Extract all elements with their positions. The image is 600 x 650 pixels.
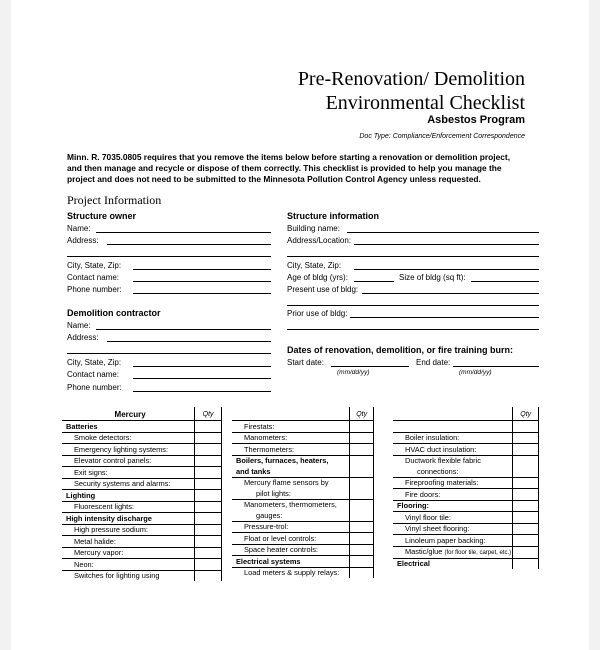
contractor-address-label: Address: <box>67 333 99 342</box>
owner-address-label: Address: <box>67 236 99 245</box>
qty-cell[interactable] <box>513 455 539 466</box>
qty-header: Qty <box>195 407 222 421</box>
owner-phone-label: Phone number: <box>67 285 122 294</box>
building-field[interactable] <box>347 232 539 233</box>
end-date-field[interactable] <box>453 366 539 367</box>
table-row: Mercury flame sensors by <box>244 478 329 487</box>
owner-city-field[interactable] <box>133 269 271 270</box>
mercury-header: Mercury <box>62 407 195 421</box>
location-label: Address/Location: <box>287 236 352 245</box>
table-row: Vinyl sheet flooring: <box>393 523 513 535</box>
qty-cell[interactable] <box>195 524 222 536</box>
table-row: pilot lights: <box>232 488 350 499</box>
owner-city-label: City, State, Zip: <box>67 261 122 270</box>
qty-cell[interactable] <box>513 421 539 433</box>
contractor-address-field[interactable] <box>107 341 271 342</box>
qty-cell[interactable] <box>195 490 222 502</box>
qty-cell[interactable] <box>195 547 222 559</box>
contractor-city-field[interactable] <box>133 366 271 367</box>
table-row: Pressure-trol: <box>232 521 350 533</box>
contractor-name-label: Name: <box>67 321 91 330</box>
contractor-name-field[interactable] <box>96 329 271 330</box>
owner-phone-field[interactable] <box>133 293 271 294</box>
qty-cell[interactable] <box>350 466 374 477</box>
owner-address-field-2[interactable] <box>67 256 271 257</box>
table-row: Boiler insulation: <box>393 432 513 444</box>
qty-cell[interactable] <box>513 546 539 558</box>
end-date-label: End date: <box>416 358 451 367</box>
qty-cell[interactable] <box>195 513 222 525</box>
qty-cell[interactable] <box>350 477 374 488</box>
owner-contact-field[interactable] <box>133 281 271 282</box>
structure-heading: Structure information <box>287 211 380 221</box>
table-row: Electrical <box>397 559 430 568</box>
qty-cell[interactable] <box>513 523 539 535</box>
qty-cell[interactable] <box>513 466 539 477</box>
table-row: Lighting <box>62 490 195 502</box>
present-use-field-2[interactable] <box>287 305 539 306</box>
table-row: Mastic/glue (for floor tile, carpet, etc.) <box>393 546 513 558</box>
table-row: Metal halide: <box>62 536 195 548</box>
qty-cell[interactable] <box>350 455 374 466</box>
qty-header: Qty <box>513 407 539 421</box>
table-row: Linoleum paper backing: <box>393 535 513 547</box>
owner-name-field[interactable] <box>96 232 271 233</box>
contractor-contact-field[interactable] <box>133 378 271 379</box>
present-use-label: Present use of bldg: <box>287 285 359 294</box>
qty-cell[interactable] <box>513 432 539 444</box>
table-row: Fluorescent lights: <box>62 501 195 513</box>
age-field[interactable] <box>354 281 394 282</box>
table-row: Security systems and alarms: <box>62 478 195 490</box>
owner-contact-label: Contact name: <box>67 273 120 282</box>
qty-cell[interactable] <box>350 510 374 521</box>
table-row: Thermometers: <box>232 444 350 456</box>
blank-header <box>393 407 513 421</box>
qty-cell[interactable] <box>350 544 374 556</box>
qty-cell[interactable] <box>350 533 374 545</box>
section-heading: Project Information <box>67 193 162 207</box>
qty-cell[interactable] <box>195 444 222 456</box>
contractor-phone-label: Phone number: <box>67 383 122 392</box>
prior-use-label: Prior use of bldg: <box>287 309 348 318</box>
present-use-field[interactable] <box>362 293 539 294</box>
intro-paragraph: Minn. R. 7035.0805 requires that you remove the items below before starting a renovation or demolition project, and then manage and recycle or dispose of them correctly. This checklist is provided to help you manage the project and does not need to be submitted to the Minnesota Pollution Control Agency unless requested. <box>67 152 511 184</box>
qty-cell[interactable] <box>513 512 539 524</box>
dates-heading: Dates of renovation, demolition, or fire training burn: <box>287 345 514 355</box>
mastic-note: (for floor tile, carpet, etc.) <box>444 549 512 556</box>
building-label: Building name: <box>287 224 340 233</box>
table-row: Manometers: <box>232 432 350 444</box>
table-row: Fire doors: <box>393 489 513 501</box>
qty-cell[interactable] <box>513 558 539 569</box>
table-row: High pressure sodium: <box>62 524 195 536</box>
prior-use-field-2[interactable] <box>287 329 539 330</box>
qty-cell[interactable] <box>195 421 222 433</box>
blank-header <box>232 407 350 421</box>
table-row: Firestats: <box>232 421 350 433</box>
table-row: Switches for lighting using <box>74 571 160 580</box>
location-field[interactable] <box>354 244 539 245</box>
table-row: Exit signs: <box>62 467 195 479</box>
end-date-format: (mm/dd/yy) <box>459 369 492 376</box>
table-row <box>393 421 513 433</box>
table-row: and tanks <box>232 466 350 477</box>
owner-name-label: Name: <box>67 224 91 233</box>
table-row: Electrical systems <box>232 556 350 568</box>
qty-cell[interactable] <box>350 521 374 533</box>
title-line-2: Environmental Checklist <box>325 92 525 114</box>
table-row: Emergency lighting systems: <box>62 444 195 456</box>
qty-cell[interactable] <box>350 432 374 444</box>
owner-address-field[interactable] <box>107 244 271 245</box>
qty-cell[interactable] <box>350 556 374 568</box>
mercury-table-2 <box>232 407 374 578</box>
qty-cell[interactable] <box>350 567 374 578</box>
table-row: High intensity discharge <box>62 513 195 525</box>
table-row: Flooring: <box>393 500 513 512</box>
mercury-table <box>62 407 222 581</box>
prior-use-field[interactable] <box>350 317 539 318</box>
start-date-label: Start date: <box>287 358 324 367</box>
table-row: Float or level controls: <box>232 533 350 545</box>
table-row: Mercury vapor: <box>62 547 195 559</box>
age-label: Age of bldg (yrs): <box>287 273 348 282</box>
table-row: HVAC duct insulation: <box>393 444 513 456</box>
qty-cell[interactable] <box>195 501 222 513</box>
qty-cell[interactable] <box>513 535 539 547</box>
size-label: Size of bldg (sq ft): <box>399 273 466 282</box>
qty-cell[interactable] <box>195 432 222 444</box>
document-page <box>11 0 589 650</box>
qty-cell[interactable] <box>195 467 222 479</box>
start-date-field[interactable] <box>331 366 409 367</box>
qty-cell[interactable] <box>195 536 222 548</box>
structure-city-field[interactable] <box>354 269 539 270</box>
qty-cell[interactable] <box>350 488 374 499</box>
contractor-heading: Demolition contractor <box>67 308 161 318</box>
size-field[interactable] <box>471 281 539 282</box>
table-row: Neon: <box>62 559 195 571</box>
qty-cell[interactable] <box>195 570 222 581</box>
table-row: Space heater controls: <box>232 544 350 556</box>
subtitle: Asbestos Program <box>427 114 525 126</box>
table-row: Load meters & supply relays: <box>244 568 340 577</box>
qty-cell[interactable] <box>513 489 539 501</box>
structure-city-label: City, State, Zip: <box>287 261 342 270</box>
table-row: Elevator control panels: <box>62 455 195 467</box>
qty-cell[interactable] <box>350 499 374 510</box>
doc-type: Doc Type: Compliance/Enforcement Correspondence <box>359 133 525 140</box>
location-field-2[interactable] <box>287 256 539 257</box>
table-row: Fireproofing materials: <box>393 477 513 489</box>
table-row: Batteries <box>62 421 195 433</box>
table-row: Vinyl floor tile: <box>393 512 513 524</box>
owner-heading: Structure owner <box>67 211 137 221</box>
qty-cell[interactable] <box>513 444 539 456</box>
title-line-1: Pre-Renovation/ Demolition <box>297 68 525 90</box>
table-row: Ductwork flexible fabric <box>405 456 481 465</box>
asbestos-table <box>393 407 539 569</box>
qty-cell[interactable] <box>513 477 539 489</box>
table-row: Manometers, thermometers, <box>244 500 337 509</box>
qty-cell[interactable] <box>350 444 374 456</box>
qty-cell[interactable] <box>195 455 222 467</box>
qty-header: Qty <box>350 407 374 421</box>
contractor-city-label: City, State, Zip: <box>67 358 122 367</box>
start-date-format: (mm/dd/yy) <box>337 369 370 376</box>
table-row: gauges: <box>232 510 350 521</box>
qty-cell[interactable] <box>195 559 222 571</box>
contractor-address-field-2[interactable] <box>67 353 271 354</box>
qty-cell[interactable] <box>513 500 539 512</box>
qty-cell[interactable] <box>195 478 222 490</box>
table-row: Smoke detectors: <box>62 432 195 444</box>
table-row: connections: <box>393 466 513 477</box>
qty-cell[interactable] <box>350 421 374 433</box>
contractor-contact-label: Contact name: <box>67 370 120 379</box>
contractor-phone-field[interactable] <box>133 391 271 392</box>
table-row: Boilers, furnaces, heaters, <box>236 456 329 465</box>
